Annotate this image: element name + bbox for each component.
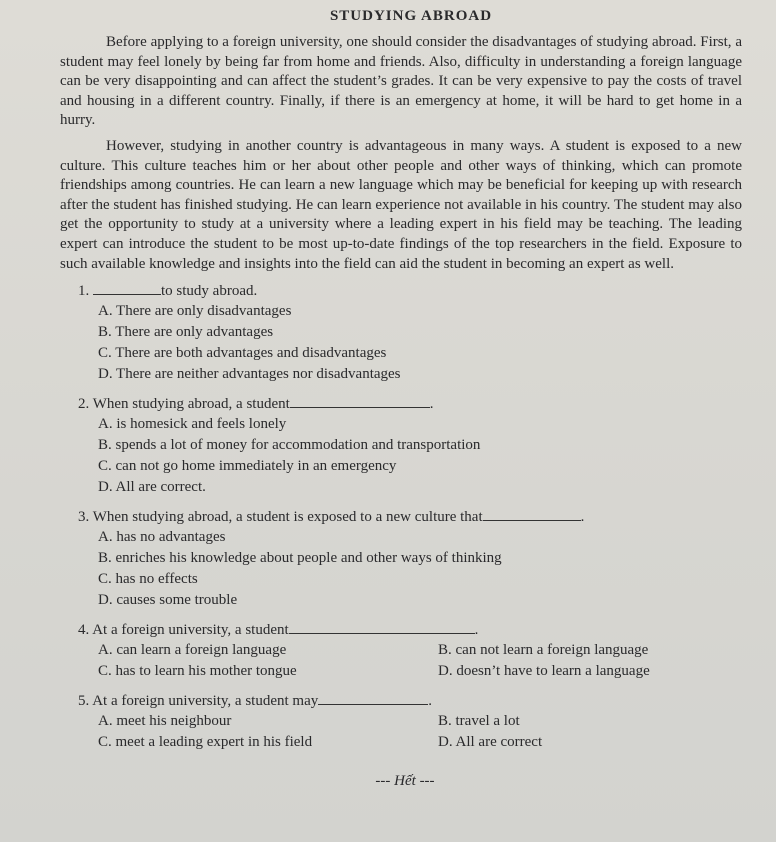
option-list	[98, 527, 742, 611]
page-title: STUDYING ABROAD	[329, 8, 493, 24]
question-number: 3.	[78, 509, 90, 526]
option-list	[98, 711, 742, 753]
answer-blank	[483, 506, 581, 521]
option-a: A. has no advantages	[98, 529, 226, 546]
question-1	[60, 280, 742, 385]
question-number: 5.	[78, 693, 90, 710]
question-3	[60, 506, 742, 611]
question-stem	[78, 506, 742, 527]
question-text-after: .	[474, 622, 479, 639]
question-stem	[78, 690, 742, 711]
question-stem	[78, 619, 742, 640]
option-row	[98, 732, 742, 753]
option-c: C. has no effects	[98, 571, 198, 588]
option-b: B. There are only advantages	[98, 324, 274, 341]
question-text-before: When studying abroad, a student is exposed to a new culture that	[92, 509, 483, 526]
option-list	[98, 301, 742, 385]
question-number: 2.	[78, 396, 90, 413]
option-d: D. There are neither advantages nor disadvantages	[98, 366, 401, 383]
question-number: 4.	[78, 622, 90, 639]
option-row	[98, 661, 742, 682]
option-list	[98, 414, 742, 498]
option-row	[98, 711, 742, 732]
option-a: A. There are only disadvantages	[98, 303, 292, 320]
question-text-before: At a foreign university, a student	[92, 622, 289, 639]
question-text-after: .	[580, 509, 585, 526]
option-d: D. causes some trouble	[98, 592, 238, 609]
question-stem	[78, 280, 742, 301]
question-text-before: When studying abroad, a student	[92, 396, 290, 413]
option-b: B. can not learn a foreign language	[438, 642, 649, 659]
question-stem	[78, 393, 742, 414]
paragraph-advantages: However, studying in another country is advantageous in many ways. A student is exposed to a new culture. This culture teaches him or her about other people and other ways of thinking, which can promote friendships among countries. He can learn a new language which may be beneficial for keeping up with research after the student has finished studying. He can learn experience not available in his country. The student may also get the opportunity to study at a university where a leading expert in his field may be teaching. The leading expert can introduce the student to be most up-to-date findings of the top researchers in the field. Exposure to such available knowledge and insights into the field can aid the student in becoming an expert as well.	[60, 137, 742, 272]
option-d: D. All are correct.	[98, 479, 206, 496]
option-c: C. has to learn his mother tongue	[98, 663, 297, 680]
option-c: C. meet a leading expert in his field	[98, 734, 313, 751]
question-2	[60, 393, 742, 498]
option-c: C. There are both advantages and disadvantages	[98, 345, 387, 362]
question-5	[60, 690, 742, 753]
end-marker: --- Hết ---	[375, 773, 435, 790]
question-number: 1.	[78, 283, 90, 300]
answer-blank	[289, 619, 475, 634]
question-list	[60, 280, 742, 753]
option-a: A. can learn a foreign language	[98, 642, 287, 659]
question-text-before: At a foreign university, a student may	[92, 693, 319, 710]
option-c: C. can not go home immediately in an emergency	[98, 458, 397, 475]
option-a: A. is homesick and feels lonely	[98, 416, 287, 433]
question-text-after: to study abroad.	[161, 283, 258, 300]
question-text-after: .	[429, 396, 434, 413]
option-d: D. All are correct	[438, 734, 543, 751]
option-b: B. enriches his knowledge about people and other ways of thinking	[98, 550, 502, 567]
answer-blank	[290, 393, 430, 408]
answer-blank	[93, 280, 161, 295]
option-b: B. travel a lot	[438, 713, 520, 730]
option-d: D. doesn’t have to learn a language	[438, 663, 650, 680]
question-4	[60, 619, 742, 682]
option-row	[98, 640, 742, 661]
answer-blank	[318, 690, 428, 705]
option-b: B. spends a lot of money for accommodation and transportation	[98, 437, 481, 454]
option-list	[98, 640, 742, 682]
question-text-after: .	[428, 693, 432, 710]
option-a: A. meet his neighbour	[98, 713, 232, 730]
paragraph-disadvantages: Before applying to a foreign university, one should consider the disadvantages of studying abroad. First, a student may feel lonely by being far from home and friends. Also, difficulty in understanding a foreign language can be very disappointing and can affect the student’s grades. It can be very expensive to pay the costs of travel and housing in a different country. Finally, if there is an emergency at home, it will be hard to get home in a hurry.	[60, 34, 742, 129]
